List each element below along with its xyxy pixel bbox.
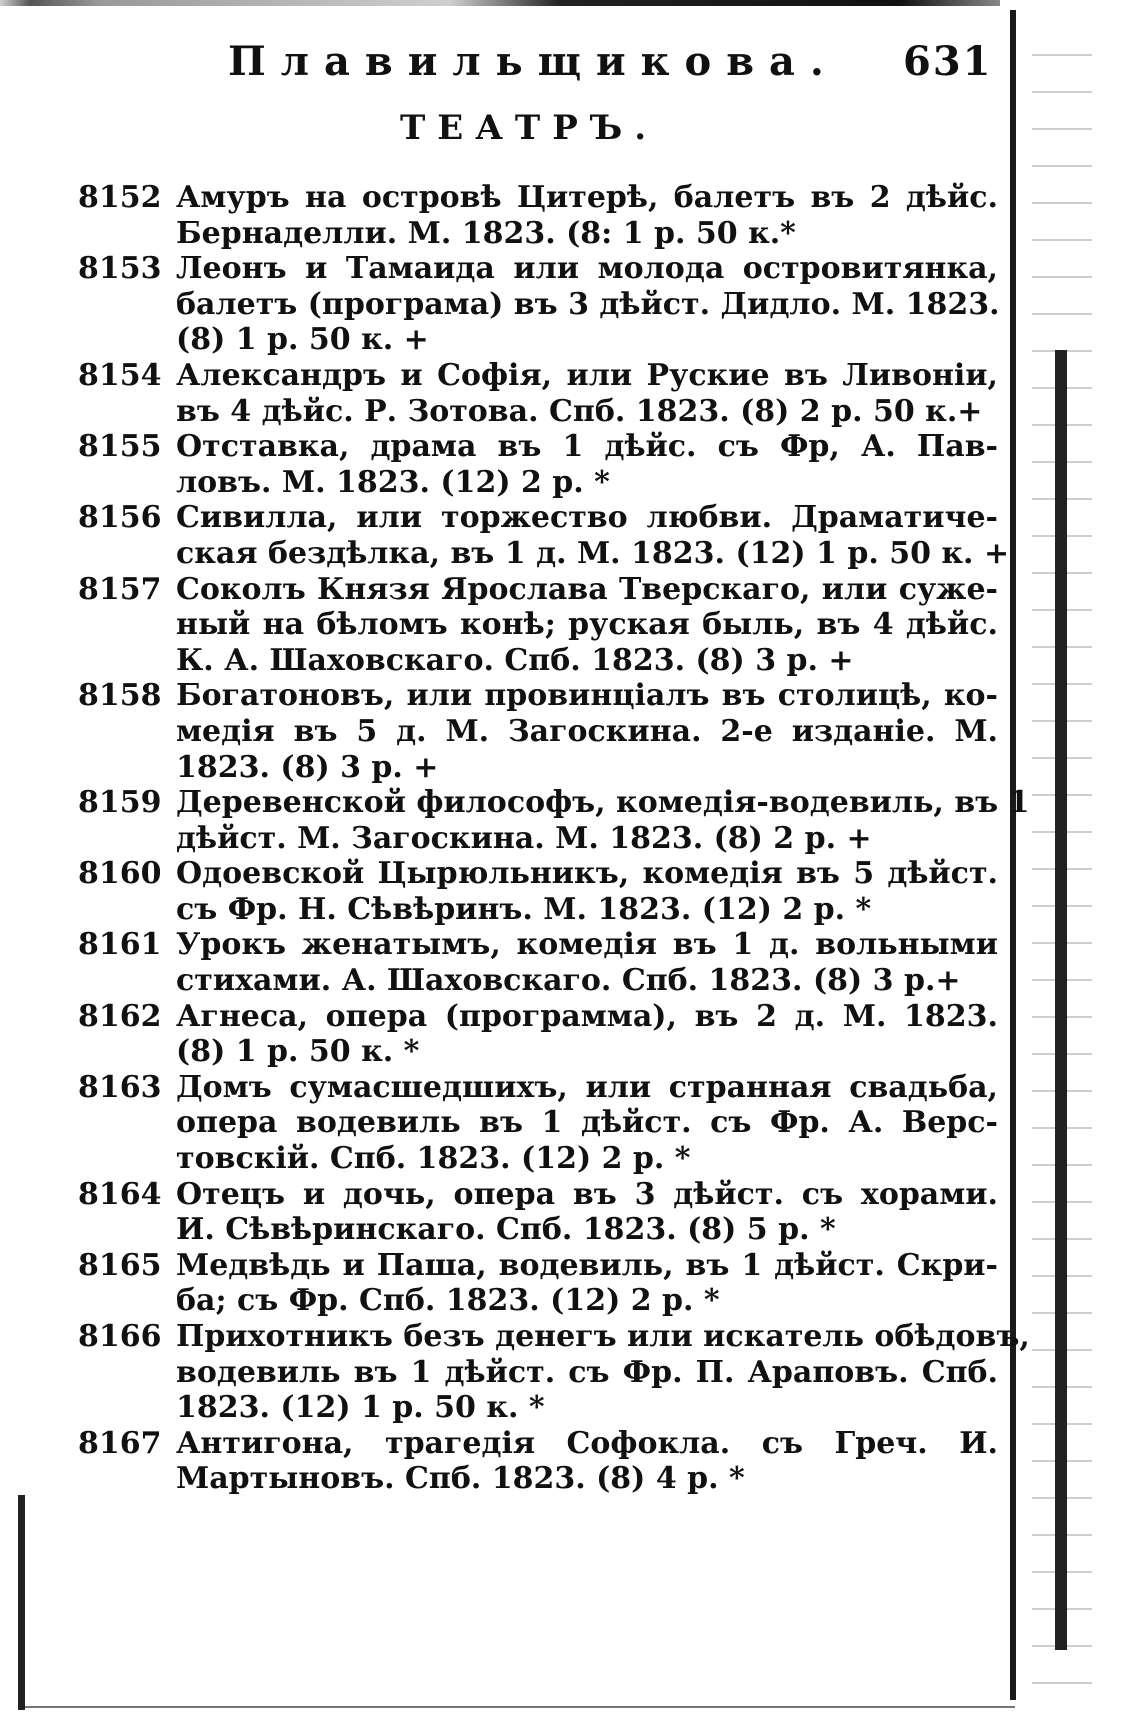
entry-line: И. Сѣвѣринскаго. Спб. 1823. (8) 5 р. *	[176, 1212, 836, 1248]
bottom-page-edge	[25, 1706, 1015, 1708]
entry-line: Леонъ и Тамаида или молода островитянка,	[176, 251, 998, 287]
entry-line: Отецъ и дочь, опера въ 3 дѣйст. съ хорами.	[176, 1176, 998, 1212]
entry-line: К. А. Шаховскаго. Спб. 1823. (8) 3 р. +	[176, 642, 854, 678]
entry-line: Домъ сумасшедшихъ, или странная свадьба,	[176, 1069, 998, 1105]
entry-line: Медвѣдь и Паша, водевиль, въ 1 дѣйст. Скри-	[176, 1247, 998, 1283]
entry-line: Мартыновъ. Спб. 1823. (8) 4 р. *	[176, 1461, 745, 1497]
entry-number: 8160	[78, 856, 162, 892]
entry-number: 8153	[78, 251, 162, 287]
entry-number: 8163	[78, 1069, 162, 1105]
entry-line: Антигона, трагедія Софокла. съ Греч. И.	[176, 1425, 998, 1461]
entry-line: Амуръ на островѣ Цитерѣ, балетъ въ 2 дѣйс.	[176, 180, 998, 215]
entry-line: Бернаделли. М. 1823. (8: 1 р. 50 к.*	[176, 215, 796, 251]
top-page-edge	[0, 0, 1000, 6]
catalog-entry	[78, 1319, 1030, 1426]
catalog-entry	[78, 429, 998, 500]
entry-line: Прихотникъ безъ денегъ или искатель обѣдовъ,	[176, 1319, 1030, 1354]
section-title: ТЕАТРЪ.	[400, 108, 659, 148]
entry-line: Соколъ Князя Ярослава Тверскаго, или суже-	[176, 571, 998, 607]
page-number: 631	[903, 38, 993, 85]
entry-line: Агнеса, опера (программа), въ 2 д. М. 1823.	[176, 998, 998, 1034]
entry-line: съ Фр. Н. Сѣвѣринъ. М. 1823. (12) 2 р. *	[176, 891, 872, 927]
entry-number: 8159	[78, 785, 162, 821]
entry-number: 8164	[78, 1176, 162, 1212]
entry-number: 8157	[78, 571, 162, 607]
entry-line: стихами. А. Шаховскаго. Спб. 1823. (8) 3 р.+	[176, 963, 961, 999]
entry-line: балетъ (програма) въ 3 дѣйст. Дидло. М. 1823.	[176, 286, 1000, 322]
entry-line: 1823. (8) 3 р. +	[176, 749, 439, 785]
catalog-entry	[78, 1177, 998, 1248]
catalog-entry	[78, 358, 998, 429]
entry-line: Одоевской Цырюльникъ, комедія въ 5 дѣйст.	[176, 856, 998, 892]
entry-line: Урокъ женатымъ, комедія въ 1 д. вольными	[176, 927, 998, 963]
right-page-edge	[1010, 10, 1016, 1700]
entry-line: ный на бѣломъ конѣ; руская быль, въ 4 дѣйс.	[176, 607, 998, 643]
catalog-entry	[78, 927, 998, 998]
entry-line: опера водевиль въ 1 дѣйст. съ Фр. А. Верс-	[176, 1105, 998, 1141]
entry-line: 1823. (12) 1 р. 50 к. *	[176, 1390, 545, 1426]
entry-line: (8) 1 р. 50 к. *	[176, 1034, 420, 1070]
running-head-title: Плавильщикова.	[228, 38, 839, 85]
catalog-entry	[78, 500, 1010, 571]
entry-number: 8154	[78, 357, 162, 393]
catalog-entry	[78, 180, 998, 251]
entry-line: водевиль въ 1 дѣйст. съ Фр. П. Араповъ. Спб.	[176, 1354, 998, 1390]
catalog-entry	[78, 1426, 998, 1497]
catalog-entry	[78, 1070, 998, 1177]
catalog-entry	[78, 856, 998, 927]
entry-line: Сивилла, или торжество любви. Драматиче-	[176, 500, 998, 536]
scan-binding-shadow	[1055, 350, 1067, 1650]
catalog-entry	[78, 678, 998, 785]
catalog-entry	[78, 785, 1030, 856]
entry-line: дѣйст. М. Загоскина. М. 1823. (8) 2 р. +	[176, 820, 872, 856]
entry-line: Богатоновъ, или провинціалъ въ столицѣ, ко-	[176, 678, 998, 714]
entry-line: Деревенской философъ, комедія-водевиль, въ 1	[176, 785, 1030, 821]
entry-number: 8165	[78, 1247, 162, 1283]
entry-number: 8158	[78, 678, 162, 714]
catalog-entry	[78, 572, 998, 679]
entry-line: ба; съ Фр. Спб. 1823. (12) 2 р. *	[176, 1283, 720, 1319]
catalog-entry	[78, 251, 998, 358]
entry-number: 8162	[78, 998, 162, 1034]
running-head	[228, 38, 993, 98]
catalog-entry	[78, 1248, 998, 1319]
catalog-entries	[78, 180, 1030, 1497]
entry-line: товскій. Спб. 1823. (12) 2 р. *	[176, 1141, 691, 1177]
catalog-entry	[78, 999, 998, 1070]
entry-number: 8161	[78, 927, 162, 963]
entry-number: 8166	[78, 1319, 162, 1354]
entry-line: медія въ 5 д. М. Загоскина. 2-е изданіе. М.	[176, 713, 998, 749]
entry-number: 8155	[78, 429, 162, 465]
entry-number: 8152	[78, 180, 162, 215]
entry-number: 8156	[78, 500, 162, 536]
entry-line: ская бездѣлка, въ 1 д. М. 1823. (12) 1 р. 50 к. +	[176, 535, 1010, 571]
entry-number: 8167	[78, 1425, 162, 1461]
entry-line: Александръ и Софія, или Руские въ Ливоніи,	[176, 357, 998, 393]
entry-line: ловъ. М. 1823. (12) 2 р. *	[176, 464, 610, 500]
entry-line: въ 4 дѣйс. Р. Зотова. Спб. 1823. (8) 2 р. 50 к.+	[176, 393, 983, 429]
entry-line: Отставка, драма въ 1 дѣйс. съ Фр, А. Пав-	[176, 429, 998, 465]
entry-line: (8) 1 р. 50 к. +	[176, 322, 429, 358]
left-page-edge	[18, 1495, 25, 1710]
